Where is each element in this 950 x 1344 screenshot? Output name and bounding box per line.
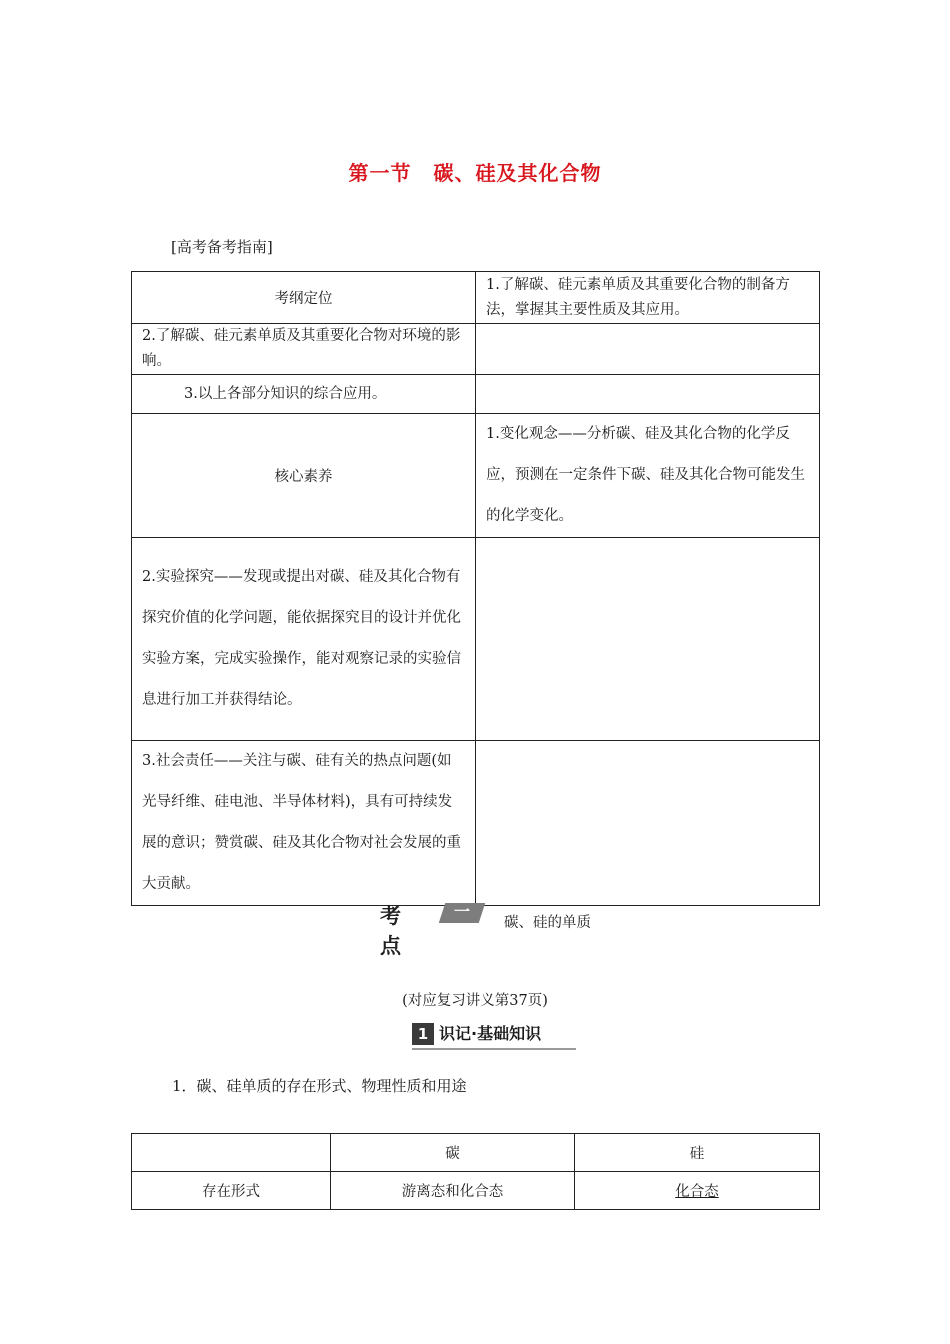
table-cell [476,538,820,741]
table-row [132,1172,820,1210]
underlined-answer: 化合态 [675,1184,719,1200]
table-cell: 3.社会责任——关注与碳、硅有关的热点问题(如光导纤维、硅电池、半导体材料)，具有可持续发展的意识；赞赏碳、硅及其化合物对社会发展的重大贡献。 [132,741,476,906]
table-cell: 2.了解碳、硅元素单质及其重要化合物对环境的影响。 [132,324,476,375]
table-cell: 存在形式 [132,1172,331,1210]
table-cell: 1.变化观念——分析碳、硅及其化合物的化学反应，预测在一定条件下碳、硅及其化合物可能发生的化学变化。 [476,414,820,538]
table-cell [476,375,820,414]
kaodian-topic: 碳、硅的单质 [504,915,591,931]
guide-table [131,271,820,906]
table-header-cell: 碳 [331,1134,575,1172]
guide-label: [高考备考指南] [171,238,273,256]
table-cell [575,1172,820,1210]
table-cell: 3.以上各部分知识的综合应用。 [132,375,476,414]
table-row [132,272,820,324]
table-row [132,538,820,741]
table-header-row [132,1134,820,1172]
table-header-cell: 硅 [575,1134,820,1172]
section-heading [412,1023,576,1050]
table-cell: 游离态和化合态 [331,1172,575,1210]
section-label: 识记·基础知识 [439,1024,542,1043]
page-reference: (对应复习讲义第37页) [402,993,548,1009]
table-row [132,414,820,538]
kaodian-label: 考点 [380,904,403,958]
table-cell [476,324,820,375]
section-number-badge: 1 [412,1023,434,1045]
item-heading: 1．碳、硅单质的存在形式、物理性质和用途 [172,1077,467,1095]
properties-table [131,1133,820,1210]
page-title: 第一节 碳、硅及其化合物 [348,161,602,185]
kaodian-number: 一 [453,902,470,921]
table-cell: 考纲定位 [132,272,476,324]
table-cell: 核心素养 [132,414,476,538]
table-row [132,375,820,414]
table-header-cell [132,1134,331,1172]
table-cell [476,741,820,906]
table-cell: 1.了解碳、硅元素单质及其重要化合物的制备方法，掌握其主要性质及其应用。 [476,272,820,324]
table-row [132,741,820,906]
table-row [132,324,820,375]
table-cell: 2.实验探究——发现或提出对碳、硅及其化合物有探究价值的化学问题，能依据探究目的设计并优化实验方案，完成实验操作，能对观察记录的实验信息进行加工并获得结论。 [132,538,476,741]
